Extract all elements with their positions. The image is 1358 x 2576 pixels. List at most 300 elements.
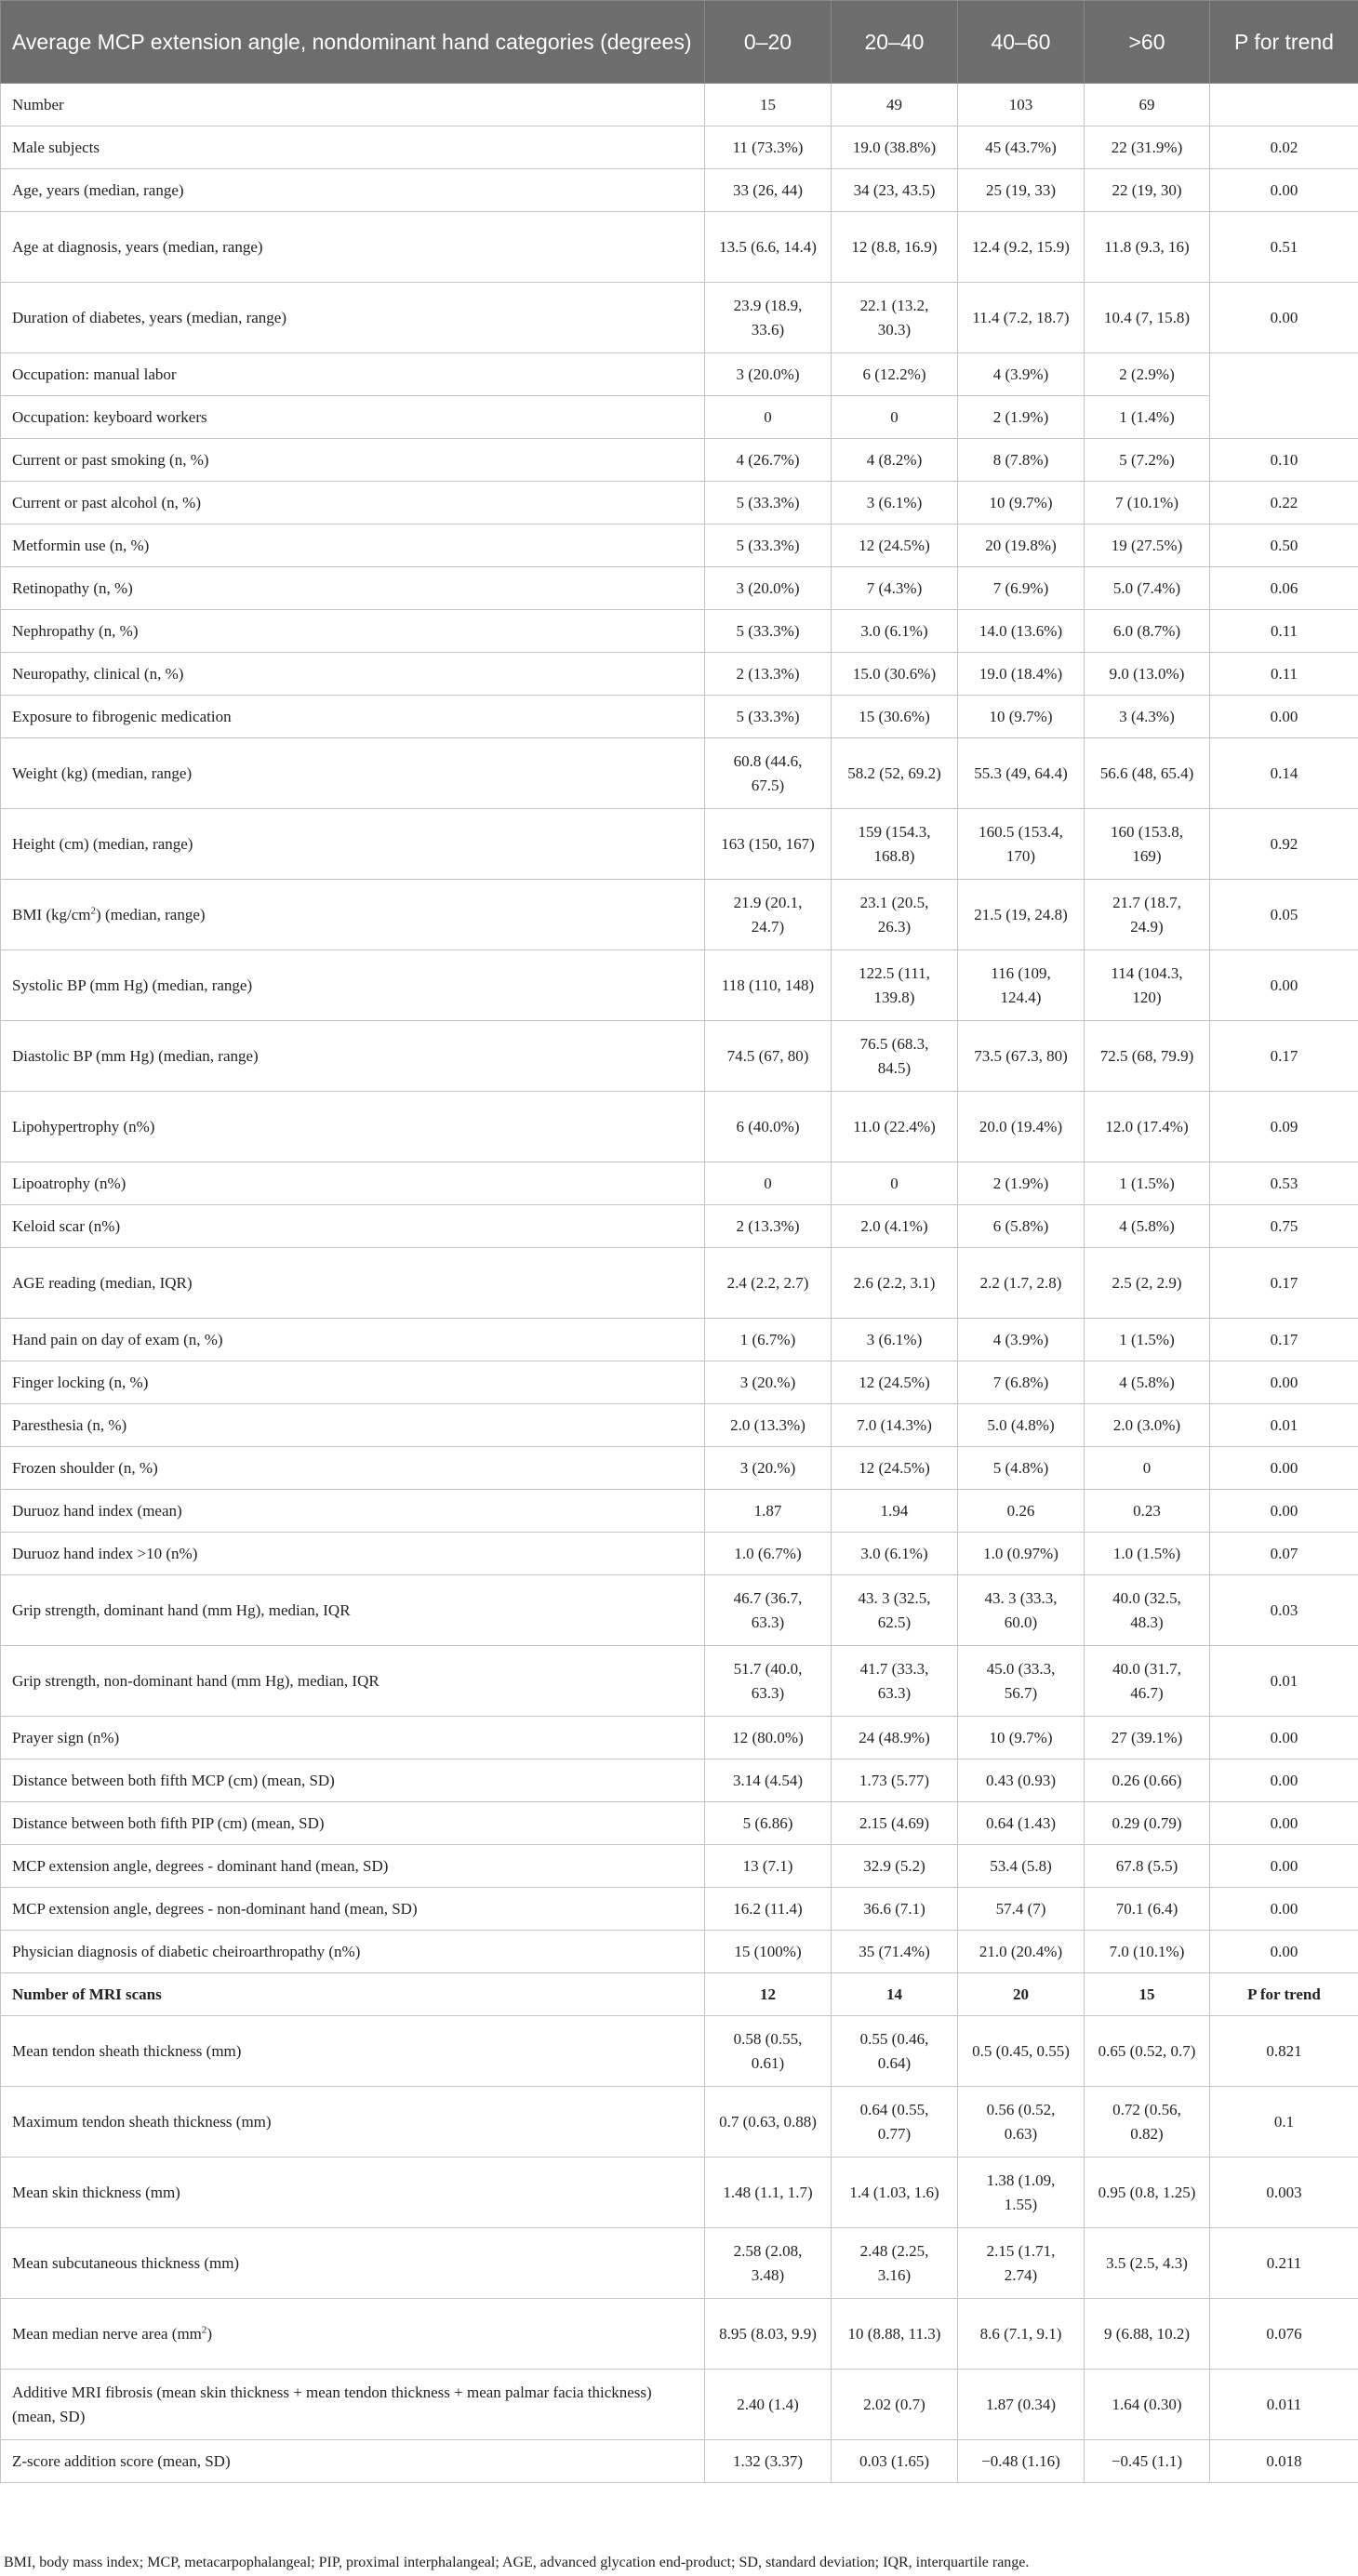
value-cell: 1.94 [832,1490,958,1533]
value-cell: 15 (100%) [705,1931,832,1973]
value-cell: 11.8 (9.3, 16) [1085,212,1210,283]
value-cell: 3 (20.0%) [705,353,832,396]
row-label-text: Diastolic BP (mm Hg) (median, range) [12,1046,259,1065]
p-value-cell: 0.076 [1210,2299,1358,2370]
value-cell: 58.2 (52, 69.2) [832,738,958,809]
table-row [1,212,1358,283]
value-cell: 22 (31.9%) [1085,126,1210,169]
value-cell: 8.6 (7.1, 9.1) [958,2299,1085,2370]
row-label-text: Systolic BP (mm Hg) (median, range) [12,976,253,994]
row-label [1,1802,705,1845]
row-label-text: Lipoatrophy (n%) [12,1174,126,1192]
row-label-text: Age at diagnosis, years (median, range) [12,237,263,256]
value-cell: 8 (7.8%) [958,439,1085,482]
value-cell: 5 (6.86) [705,1802,832,1845]
value-cell: 0.64 (0.55, 0.77) [832,2087,958,2158]
value-cell: 19.0 (38.8%) [832,126,958,169]
value-cell: 5.0 (7.4%) [1085,567,1210,610]
value-cell: 15.0 (30.6%) [832,653,958,696]
row-label [1,353,705,396]
value-cell: 1.0 (6.7%) [705,1533,832,1575]
row-label [1,1845,705,1888]
row-label-text: Prayer sign (n%) [12,1728,120,1746]
p-value-cell: 0.07 [1210,1533,1358,1575]
value-cell: 1.48 (1.1, 1.7) [705,2158,832,2228]
table-row [1,1845,1358,1888]
row-label [1,738,705,809]
table-row [1,84,1358,126]
value-cell: 163 (150, 167) [705,809,832,880]
table-row [1,1533,1358,1575]
value-cell: 5 (7.2%) [1085,439,1210,482]
p-value-cell: 0.00 [1210,696,1358,738]
row-label-text: Physician diagnosis of diabetic cheiroarthropathy (n%) [12,1942,361,1960]
value-cell: 9.0 (13.0%) [1085,653,1210,696]
row-label [1,2299,705,2370]
value-cell: 2.2 (1.7, 2.8) [958,1248,1085,1319]
row-label [1,524,705,567]
header-col-40-60: 40–60 [958,1,1085,84]
p-value-cell: 0.00 [1210,1802,1358,1845]
value-cell: 159 (154.3, 168.8) [832,809,958,880]
value-cell: 7 (6.9%) [958,567,1085,610]
table-row [1,353,1358,396]
row-label-text: AGE reading (median, IQR) [12,1273,193,1292]
value-cell: 67.8 (5.5) [1085,1845,1210,1888]
value-cell: 20 (19.8%) [958,524,1085,567]
p-value-cell: 0.821 [1210,2016,1358,2087]
p-value-cell: 0.11 [1210,653,1358,696]
value-cell: 72.5 (68, 79.9) [1085,1021,1210,1092]
value-cell: 11.0 (22.4%) [832,1092,958,1162]
value-cell: 6 (12.2%) [832,353,958,396]
row-label-text: Paresthesia (n, %) [12,1415,127,1434]
p-value-cell: 0.22 [1210,482,1358,524]
value-cell: 8.95 (8.03, 9.9) [705,2299,832,2370]
value-cell: 12 (24.5%) [832,1361,958,1404]
value-cell: 2 (2.9%) [1085,353,1210,396]
value-cell: 10 (9.7%) [958,1717,1085,1759]
value-cell: 5.0 (4.8%) [958,1404,1085,1447]
table-row [1,2016,1358,2087]
value-cell: 5 (33.3%) [705,524,832,567]
row-label [1,1759,705,1802]
value-cell: 2.5 (2, 2.9) [1085,1248,1210,1319]
row-label [1,1248,705,1319]
table-row [1,738,1358,809]
value-cell: 5 (4.8%) [958,1447,1085,1490]
value-cell: 40.0 (31.7, 46.7) [1085,1646,1210,1717]
value-cell: 4 (8.2%) [832,439,958,482]
value-cell: 122.5 (111, 139.8) [832,950,958,1021]
row-label-text: Maximum tendon sheath thickness (mm) [12,2112,272,2131]
row-label [1,2087,705,2158]
value-cell: 56.6 (48, 65.4) [1085,738,1210,809]
table-footnote: BMI, body mass index; MCP, metacarpophalangeal; PIP, proximal interphalangeal; AGE, advanced glycation end-product; SD, standard deviation; IQR, interquartile range. [4,2555,1030,2570]
row-label [1,212,705,283]
row-label-text: Neuropathy, clinical (n, %) [12,664,184,683]
value-cell: 35 (71.4%) [832,1931,958,1973]
row-label [1,1973,705,2016]
value-cell: 22.1 (13.2, 30.3) [832,283,958,353]
value-cell: 2.0 (13.3%) [705,1404,832,1447]
p-value-cell [1210,353,1358,439]
row-label-text: Finger locking (n, %) [12,1373,149,1391]
value-cell: 3 (4.3%) [1085,696,1210,738]
value-cell: 45 (43.7%) [958,126,1085,169]
row-label-text: Metformin use (n, %) [12,536,150,554]
row-label-text: Occupation: keyboard workers [12,407,207,426]
row-label [1,1021,705,1092]
p-value-cell: 0.211 [1210,2228,1358,2299]
value-cell: 15 [705,84,832,126]
p-value-cell: 0.00 [1210,1759,1358,1802]
value-cell: 3.14 (4.54) [705,1759,832,1802]
value-cell: 118 (110, 148) [705,950,832,1021]
value-cell: 1 (1.5%) [1085,1162,1210,1205]
row-label-text: Weight (kg) (median, range) [12,764,193,782]
value-cell: 43. 3 (32.5, 62.5) [832,1575,958,1646]
value-cell: 2.58 (2.08, 3.48) [705,2228,832,2299]
table-row [1,610,1358,653]
table-row [1,1646,1358,1717]
row-label-text: Height (cm) (median, range) [12,834,193,853]
row-label [1,1361,705,1404]
row-label [1,1717,705,1759]
row-label-superscript: 2 [90,904,97,916]
table-row [1,809,1358,880]
p-value-cell: 0.00 [1210,1888,1358,1931]
row-label [1,2016,705,2087]
table-row [1,950,1358,1021]
header-col-p-trend: P for trend [1210,1,1358,84]
value-cell: 2.02 (0.7) [832,2370,958,2440]
row-label-text: MCP extension angle, degrees - dominant hand (mean, SD) [12,1856,389,1875]
value-cell: 160.5 (153.4, 170) [958,809,1085,880]
value-cell: 14.0 (13.6%) [958,610,1085,653]
p-value-cell: 0.1 [1210,2087,1358,2158]
row-label-text: Distance between both fifth PIP (cm) (mean, SD) [12,1813,325,1832]
value-cell: 2.6 (2.2, 3.1) [832,1248,958,1319]
value-cell: 1 (6.7%) [705,1319,832,1361]
value-cell: 5 (33.3%) [705,482,832,524]
value-cell: 5 (33.3%) [705,610,832,653]
value-cell: 12.4 (9.2, 15.9) [958,212,1085,283]
table-row [1,482,1358,524]
p-value-cell: 0.02 [1210,126,1358,169]
p-value-cell: 0.09 [1210,1092,1358,1162]
value-cell: 2.0 (3.0%) [1085,1404,1210,1447]
row-label [1,1888,705,1931]
row-label-text: Z-score addition score (mean, SD) [12,2451,231,2470]
value-cell: 34 (23, 43.5) [832,169,958,212]
row-label-text: Duration of diabetes, years (median, range) [12,308,287,326]
value-cell: 3 (20.%) [705,1361,832,1404]
value-cell: 7.0 (10.1%) [1085,1931,1210,1973]
row-label [1,1931,705,1973]
value-cell: 25 (19, 33) [958,169,1085,212]
table-row [1,567,1358,610]
value-cell: 24 (48.9%) [832,1717,958,1759]
row-label [1,396,705,439]
table-row [1,1361,1358,1404]
value-cell: 4 (3.9%) [958,1319,1085,1361]
table-row [1,1575,1358,1646]
p-value-cell: 0.51 [1210,212,1358,283]
row-label [1,126,705,169]
p-value-cell: 0.00 [1210,1845,1358,1888]
value-cell: 4 (5.8%) [1085,1205,1210,1248]
value-cell: 0.95 (0.8, 1.25) [1085,2158,1210,2228]
value-cell: 27 (39.1%) [1085,1717,1210,1759]
value-cell: 21.0 (20.4%) [958,1931,1085,1973]
value-cell: 11.4 (7.2, 18.7) [958,283,1085,353]
table-row [1,1490,1358,1533]
row-label-text: Mean median nerve area (mm [12,2324,202,2343]
row-label [1,2228,705,2299]
table-row [1,1802,1358,1845]
value-cell: 43. 3 (33.3, 60.0) [958,1575,1085,1646]
table-row [1,1092,1358,1162]
value-cell: 7 (4.3%) [832,567,958,610]
table-row [1,653,1358,696]
value-cell: 2.48 (2.25, 3.16) [832,2228,958,2299]
row-label-suffix: ) [206,2324,213,2343]
value-cell: 1.0 (1.5%) [1085,1533,1210,1575]
row-label-text: Frozen shoulder (n, %) [12,1458,158,1477]
value-cell: 19 (27.5%) [1085,524,1210,567]
value-cell: 0.65 (0.52, 0.7) [1085,2016,1210,2087]
value-cell: 0 [705,1162,832,1205]
p-value-cell: 0.14 [1210,738,1358,809]
value-cell: 22 (19, 30) [1085,169,1210,212]
row-label [1,653,705,696]
table-row [1,1248,1358,1319]
table-row [1,1205,1358,1248]
value-cell: 23.1 (20.5, 26.3) [832,880,958,950]
table-row [1,439,1358,482]
value-cell: 0 [705,396,832,439]
p-value-cell: 0.00 [1210,283,1358,353]
row-label [1,439,705,482]
table-row [1,283,1358,353]
value-cell: 3 (6.1%) [832,482,958,524]
value-cell: 0.56 (0.52, 0.63) [958,2087,1085,2158]
value-cell: 1 (1.5%) [1085,1319,1210,1361]
value-cell: 0.58 (0.55, 0.61) [705,2016,832,2087]
p-value-cell: 0.003 [1210,2158,1358,2228]
value-cell: 1.0 (0.97%) [958,1533,1085,1575]
row-label [1,1646,705,1717]
value-cell: 3 (20.%) [705,1447,832,1490]
value-cell: 23.9 (18.9, 33.6) [705,283,832,353]
row-label-text: Retinopathy (n, %) [12,578,133,597]
value-cell: 15 [1085,1973,1210,2016]
value-cell: 12 (24.5%) [832,1447,958,1490]
value-cell: 13.5 (6.6, 14.4) [705,212,832,283]
row-label-text: Current or past smoking (n, %) [12,450,209,469]
value-cell: 69 [1085,84,1210,126]
table-row [1,1973,1358,2016]
header-col-over-60: >60 [1085,1,1210,84]
value-cell: 73.5 (67.3, 80) [958,1021,1085,1092]
header-col-20-40: 20–40 [832,1,958,84]
row-label [1,1319,705,1361]
value-cell: 2.4 (2.2, 2.7) [705,1248,832,1319]
row-label-text: MCP extension angle, degrees - non-dominant hand (mean, SD) [12,1899,418,1918]
p-value-cell: 0.03 [1210,1575,1358,1646]
table-row [1,169,1358,212]
table-row [1,126,1358,169]
value-cell: 0.29 (0.79) [1085,1802,1210,1845]
row-label-text: BMI (kg/cm [12,905,91,923]
row-label-text: Nephropathy (n, %) [12,621,139,640]
value-cell: 2 (13.3%) [705,653,832,696]
table-row [1,1717,1358,1759]
value-cell: 5 (33.3%) [705,696,832,738]
row-label-text: Mean skin thickness (mm) [12,2183,180,2201]
p-value-cell: 0.00 [1210,1490,1358,1533]
value-cell: 0.7 (0.63, 0.88) [705,2087,832,2158]
p-value-cell: 0.05 [1210,880,1358,950]
value-cell: 116 (109, 124.4) [958,950,1085,1021]
row-label [1,2370,705,2440]
row-label [1,2440,705,2483]
table-row [1,1404,1358,1447]
row-label [1,610,705,653]
p-value-cell: 0.17 [1210,1021,1358,1092]
header-row [1,1,1358,84]
row-label-text: Number of MRI scans [12,1985,162,2003]
row-label [1,696,705,738]
value-cell: 2 (1.9%) [958,1162,1085,1205]
value-cell: 32.9 (5.2) [832,1845,958,1888]
value-cell: 4 (5.8%) [1085,1361,1210,1404]
value-cell: 0.43 (0.93) [958,1759,1085,1802]
row-label-text: Mean tendon sheath thickness (mm) [12,2041,242,2060]
row-label [1,283,705,353]
row-label [1,1205,705,1248]
header-col-0-20: 0–20 [705,1,832,84]
row-label [1,482,705,524]
value-cell: 1.4 (1.03, 1.6) [832,2158,958,2228]
table-row [1,2228,1358,2299]
value-cell: 0.72 (0.56, 0.82) [1085,2087,1210,2158]
value-cell: 0.26 (0.66) [1085,1759,1210,1802]
value-cell: 19.0 (18.4%) [958,653,1085,696]
value-cell: 16.2 (11.4) [705,1888,832,1931]
row-label-suffix: ) (median, range) [96,905,206,923]
value-cell: 4 (26.7%) [705,439,832,482]
value-cell: 114 (104.3, 120) [1085,950,1210,1021]
value-cell: 76.5 (68.3, 84.5) [832,1021,958,1092]
p-value-cell: 0.011 [1210,2370,1358,2440]
value-cell: 21.9 (20.1, 24.7) [705,880,832,950]
value-cell: 11 (73.3%) [705,126,832,169]
table-row [1,2370,1358,2440]
row-label [1,1490,705,1533]
row-label [1,1162,705,1205]
value-cell: 3.0 (6.1%) [832,610,958,653]
p-value-cell: 0.01 [1210,1404,1358,1447]
table-row [1,2087,1358,2158]
value-cell: 41.7 (33.3, 63.3) [832,1646,958,1717]
row-label-text: Distance between both fifth MCP (cm) (mean, SD) [12,1771,335,1789]
value-cell: 12 [705,1973,832,2016]
value-cell: 20 [958,1973,1085,2016]
value-cell: 1.87 [705,1490,832,1533]
table-body [1,84,1358,2483]
row-label-text: Grip strength, dominant hand (mm Hg), median, IQR [12,1600,351,1619]
value-cell: 2.0 (4.1%) [832,1205,958,1248]
value-cell: 60.8 (44.6, 67.5) [705,738,832,809]
row-label [1,1533,705,1575]
p-value-cell: 0.10 [1210,439,1358,482]
p-value-cell: 0.11 [1210,610,1358,653]
value-cell: 70.1 (6.4) [1085,1888,1210,1931]
p-value-cell: 0.06 [1210,567,1358,610]
value-cell: 10 (9.7%) [958,696,1085,738]
p-value-cell: 0.92 [1210,809,1358,880]
value-cell: 21.5 (19, 24.8) [958,880,1085,950]
value-cell: −0.45 (1.1) [1085,2440,1210,2483]
value-cell: 2 (13.3%) [705,1205,832,1248]
p-value-cell [1210,84,1358,126]
p-value-cell: 0.53 [1210,1162,1358,1205]
table-row [1,1021,1358,1092]
value-cell: 1.32 (3.37) [705,2440,832,2483]
value-cell: 103 [958,84,1085,126]
value-cell: 15 (30.6%) [832,696,958,738]
value-cell: 0.23 [1085,1490,1210,1533]
value-cell: 12.0 (17.4%) [1085,1092,1210,1162]
value-cell: 12 (8.8, 16.9) [832,212,958,283]
value-cell: 45.0 (33.3, 56.7) [958,1646,1085,1717]
row-label [1,84,705,126]
value-cell: 1.73 (5.77) [832,1759,958,1802]
value-cell: 36.6 (7.1) [832,1888,958,1931]
value-cell: 1 (1.4%) [1085,396,1210,439]
value-cell: 7 (10.1%) [1085,482,1210,524]
row-label-text: Age, years (median, range) [12,180,184,199]
value-cell: 12 (24.5%) [832,524,958,567]
value-cell: 14 [832,1973,958,2016]
header-category: Average MCP extension angle, nondominant hand categories (degrees) [1,1,705,84]
value-cell: 1.64 (0.30) [1085,2370,1210,2440]
table-row [1,1319,1358,1361]
table-row [1,2440,1358,2483]
table-row [1,396,1358,439]
value-cell: 0.64 (1.43) [958,1802,1085,1845]
p-value-cell: 0.00 [1210,950,1358,1021]
value-cell: 0 [1085,1447,1210,1490]
row-label [1,880,705,950]
table-row [1,1759,1358,1802]
row-label-text: Number [12,95,64,113]
p-value-cell: 0.018 [1210,2440,1358,2483]
value-cell: 0.55 (0.46, 0.64) [832,2016,958,2087]
value-cell: 74.5 (67, 80) [705,1021,832,1092]
value-cell: 0.03 (1.65) [832,2440,958,2483]
value-cell: −0.48 (1.16) [958,2440,1085,2483]
value-cell: 6.0 (8.7%) [1085,610,1210,653]
value-cell: 40.0 (32.5, 48.3) [1085,1575,1210,1646]
p-value-cell: 0.01 [1210,1646,1358,1717]
value-cell: 3 (6.1%) [832,1319,958,1361]
value-cell: 0 [832,1162,958,1205]
table-row [1,1931,1358,1973]
table-row [1,2299,1358,2370]
